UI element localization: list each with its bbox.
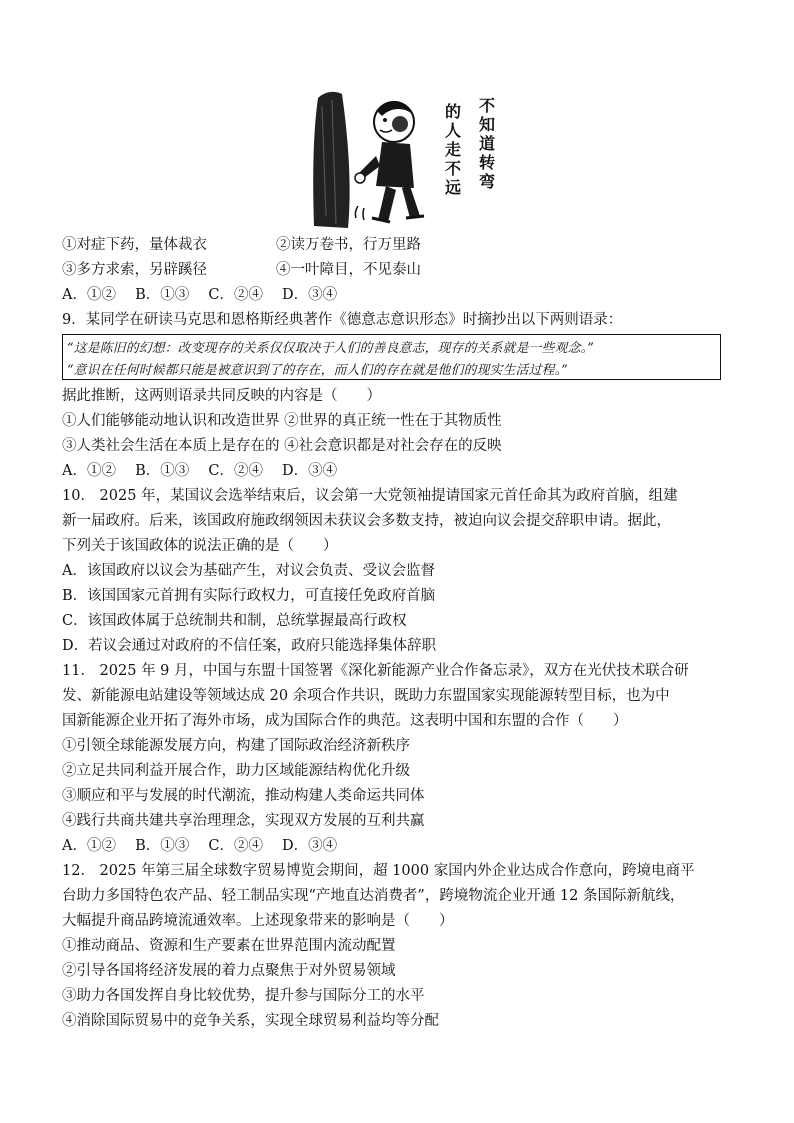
caption-column-1: 不 知 道 转 弯 — [478, 96, 495, 191]
q12-option-1: ①推动商品、资源和生产要素在世界范围内流动配置 — [62, 938, 396, 954]
q12-stem-line-3: 大幅提升商品跨境流通效率。上述现象带来的影响是（ ） — [62, 913, 454, 929]
q11-option-3: ③顺应和平与发展的时代潮流，推动构建人类命运共同体 — [62, 788, 425, 804]
q8-option-3: ③多方求索，另辟蹊径 — [62, 262, 207, 278]
person-body — [376, 142, 414, 188]
q8-options-row-2 — [62, 260, 421, 280]
q11-option-1: ①引领全球能源发展方向，构建了国际政治经济新秩序 — [62, 738, 410, 754]
q10-stem-line-1: 10． 2025 年，某国议会选举结束后，议会第一大党领袖提请国家元首任命其为政府首脑，组建 — [62, 488, 678, 504]
q9-quote-2: “意识在任何时候都只能是被意识到了的存在，而人们的存在就是他们的现实生活过程。” — [67, 363, 568, 378]
q10-stem-line-3: 下列关于该国政体的说法正确的是（ ） — [62, 538, 338, 554]
q11-option-4: ④践行共商共建共享治理理念，实现双方发展的互利共赢 — [62, 813, 425, 829]
q11-stem-line-1: 11． 2025 年 9 月，中国与东盟十国签署《深化新能源产业合作备忘录》，双方在光伏技术联合研 — [62, 663, 689, 679]
cartoon-caption — [438, 96, 500, 226]
q11-answer-choices: A．①② B．①③ C．②④ D．③④ — [62, 838, 338, 854]
q8-option-4: ④一叶障目，不见泰山 — [276, 262, 421, 278]
q10-stem-line-2: 新一届政府。后来，该国政府施政纲领因未获议会多数支持，被迫向议会提交辞职申请。据此， — [62, 513, 671, 529]
q11-stem-line-3: 国新能源企业开拓了海外市场，成为国际合作的典范。这表明中国和东盟的合作（ ） — [62, 713, 628, 729]
q10-option-b: B．该国国家元首拥有实际行政权力，可直接任免政府首脑 — [62, 588, 436, 604]
q9-stem: 9．某同学在研读马克思和恩格斯经典著作《德意志意识形态》时摘抄出以下两则语录： — [62, 312, 623, 328]
q8-answer-choices: A．①② B．①③ C．②④ D．③④ — [62, 287, 338, 303]
q12-stem-line-2: 台助力多国特色农产品、轻工制品实现“产地直达消费者”，跨境物流企业开通 12 条国际新航线， — [62, 888, 685, 904]
q9-options-row-2: ③人类社会生活在本质上是存在的 ④社会意识都是对社会存在的反映 — [62, 438, 502, 454]
q9-ask: 据此推断，这两则语录共同反映的内容是（ ） — [62, 388, 381, 404]
wall-shape — [313, 92, 349, 228]
q10-option-d: D．若议会通过对政府的不信任案，政府只能选择集体辞职 — [62, 638, 437, 654]
caption-column-2: 的 人 走 不 远 — [444, 102, 461, 197]
q9-quote-box — [62, 334, 721, 380]
q8-options-row-1 — [62, 235, 421, 255]
q9-options-row-1: ①人们能够能动地认识和改造世界 ②世界的真正统一性在于其物质性 — [62, 413, 502, 429]
q11-option-2: ②立足共同利益开展合作，助力区域能源结构优化升级 — [62, 763, 410, 779]
q10-option-c: C．该国政体属于总统制共和制，总统掌握最高行政权 — [62, 613, 407, 629]
q12-option-2: ②引导各国将经济发展的着力点聚焦于对外贸易领域 — [62, 963, 396, 979]
q10-option-a: A．该国政府以议会为基础产生，对议会负责、受议会监督 — [62, 563, 435, 579]
q12-stem-line-1: 12． 2025 年第三届全球数字贸易博览会期间，超 1000 家国内外企业达成合作意向，跨境电商平 — [62, 863, 695, 879]
q12-option-4: ④消除国际贸易中的竞争关系，实现全球贸易利益均等分配 — [62, 1013, 439, 1029]
q8-option-1: ①对症下药，量体裁衣 — [62, 237, 207, 253]
q11-stem-line-2: 发、新能源电站建设等领域达成 20 余项合作共识，既助力东盟国家实现能源转型目标，也为中 — [62, 688, 670, 704]
q9-quote-1: “这是陈旧的幻想：改变现存的关系仅仅取决于人们的善良意志，现存的关系就是一些观念。” — [67, 341, 594, 356]
q12-option-3: ③助力各国发挥自身比较优势，提升参与国际分工的水平 — [62, 988, 425, 1004]
q9-answer-choices: A．①② B．①③ C．②④ D．③④ — [62, 463, 338, 479]
q8-option-2: ②读万卷书，行万里路 — [276, 237, 421, 253]
